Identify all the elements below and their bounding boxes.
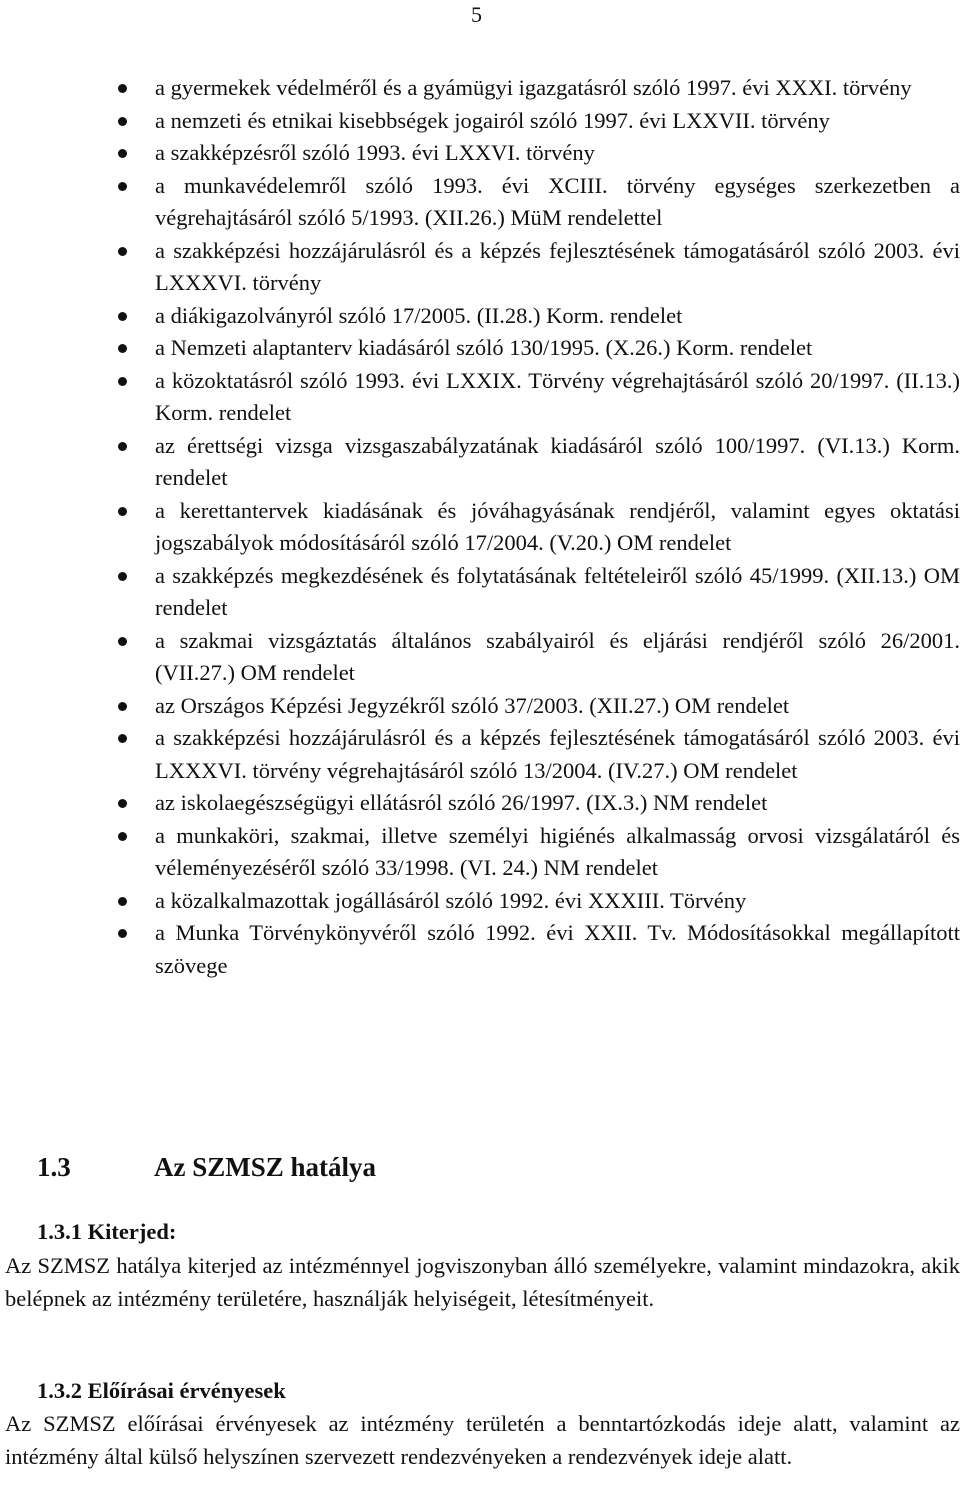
- bullet-icon: [118, 117, 127, 126]
- list-item: a közoktatásról szóló 1993. évi LXXIX. Törvény végrehajtásáról szóló 20/1997. (II.13.) Korm. rendelet: [155, 365, 960, 430]
- list-item: az iskolaegészségügyi ellátásról szóló 26/1997. (IX.3.) NM rendelet: [155, 787, 960, 820]
- bullet-icon: [118, 572, 127, 581]
- bullet-icon: [118, 344, 127, 353]
- list-item: a szakképzési hozzájárulásról és a képzés fejlesztésének támogatásáról szóló 2003. évi LXXXVI. törvény: [155, 235, 960, 300]
- section-heading: [37, 1150, 376, 1184]
- subsection-paragraph-scope: Az SZMSZ hatálya kiterjed az intézménnyel jogviszonyban álló személyekre, valamint mindazokra, akik belépnek az intézmény területére, használják helyiségeit, létesítményeit.: [5, 1253, 960, 1311]
- bullet-icon: [118, 702, 127, 711]
- list-item: az Országos Képzési Jegyzékről szóló 37/2003. (XII.27.) OM rendelet: [155, 690, 960, 723]
- section-title: Az SZMSZ hatálya: [154, 1152, 377, 1182]
- list-item: a Munka Törvénykönyvéről szóló 1992. évi XXII. Tv. Módosításokkal megállapított szövege: [155, 917, 960, 982]
- list-item: a gyermekek védelméről és a gyámügyi igazgatásról szóló 1997. évi XXXI. törvény: [155, 72, 960, 105]
- bullet-icon: [118, 929, 127, 938]
- subsection-title: Kiterjed:: [87, 1219, 177, 1244]
- bullet-icon: [118, 84, 127, 93]
- bullet-icon: [118, 799, 127, 808]
- subsection-number: 1.3.2: [37, 1378, 82, 1403]
- section-number: 1.3: [37, 1152, 71, 1182]
- list-item: a szakképzésről szóló 1993. évi LXXVI. törvény: [155, 137, 960, 170]
- bullet-icon: [118, 247, 127, 256]
- bullet-icon: [118, 507, 127, 516]
- subsection-heading-scope: [37, 1217, 176, 1247]
- bullet-icon: [118, 182, 127, 191]
- list-item: az érettségi vizsga vizsgaszabályzatának kiadásáról szóló 100/1997. (VI.13.) Korm. rendelet: [155, 430, 960, 495]
- list-item: a szakképzés megkezdésének és folytatásának feltételeiről szóló 45/1999. (XII.13.) OM rendelet: [155, 560, 960, 625]
- list-item: a közalkalmazottak jogállásáról szóló 1992. évi XXXIII. Törvény: [155, 885, 960, 918]
- bullet-icon: [118, 377, 127, 386]
- page-number: 5: [471, 2, 482, 27]
- bullet-icon: [118, 832, 127, 841]
- subsection-number: 1.3.1: [37, 1219, 82, 1244]
- bullet-icon: [118, 149, 127, 158]
- bullet-icon: [118, 442, 127, 451]
- list-item: a szakmai vizsgáztatás általános szabályairól és eljárási rendjéről szóló 26/2001. (VII.27.) OM rendelet: [155, 625, 960, 690]
- subsection-paragraph-validity: Az SZMSZ előírásai érvényesek az intézmény területén a benntartózkodás ideje alatt, valamint az intézmény által külső helyszínen szervezett rendezvényeken a rendezvények ideje alatt.: [5, 1411, 960, 1469]
- list-item: a Nemzeti alaptanterv kiadásáról szóló 130/1995. (X.26.) Korm. rendelet: [155, 332, 960, 365]
- bullet-icon: [118, 734, 127, 743]
- bullet-icon: [118, 637, 127, 646]
- bullet-icon: [118, 312, 127, 321]
- bullet-icon: [118, 897, 127, 906]
- subsection-heading-validity: [37, 1376, 286, 1406]
- list-item: a nemzeti és etnikai kisebbségek jogairól szóló 1997. évi LXXVII. törvény: [155, 105, 960, 138]
- list-item: a diákigazolványról szóló 17/2005. (II.28.) Korm. rendelet: [155, 300, 960, 333]
- list-item: a munkavédelemről szóló 1993. évi XCIII. törvény egységes szerkezetben a végrehajtásáról szóló 5/1993. (XII.26.) MüM rendelettel: [155, 170, 960, 235]
- list-item: a kerettantervek kiadásának és jóváhagyásának rendjéről, valamint egyes oktatási jogszabályok módosításáról szóló 17/2004. (V.20.) OM rendelet: [155, 495, 960, 560]
- list-item: a szakképzési hozzájárulásról és a képzés fejlesztésének támogatásáról szóló 2003. évi LXXXVI. törvény végrehajtásáról szóló 13/2004. (IV.27.) OM rendelet: [155, 722, 960, 787]
- list-item: a munkaköri, szakmai, illetve személyi higiénés alkalmasság orvosi vizsgálatáról és véleményezéséről szóló 33/1998. (VI. 24.) NM rendelet: [155, 820, 960, 885]
- subsection-title: Előírásai érvényesek: [87, 1378, 286, 1403]
- legal-references-list: [155, 72, 960, 982]
